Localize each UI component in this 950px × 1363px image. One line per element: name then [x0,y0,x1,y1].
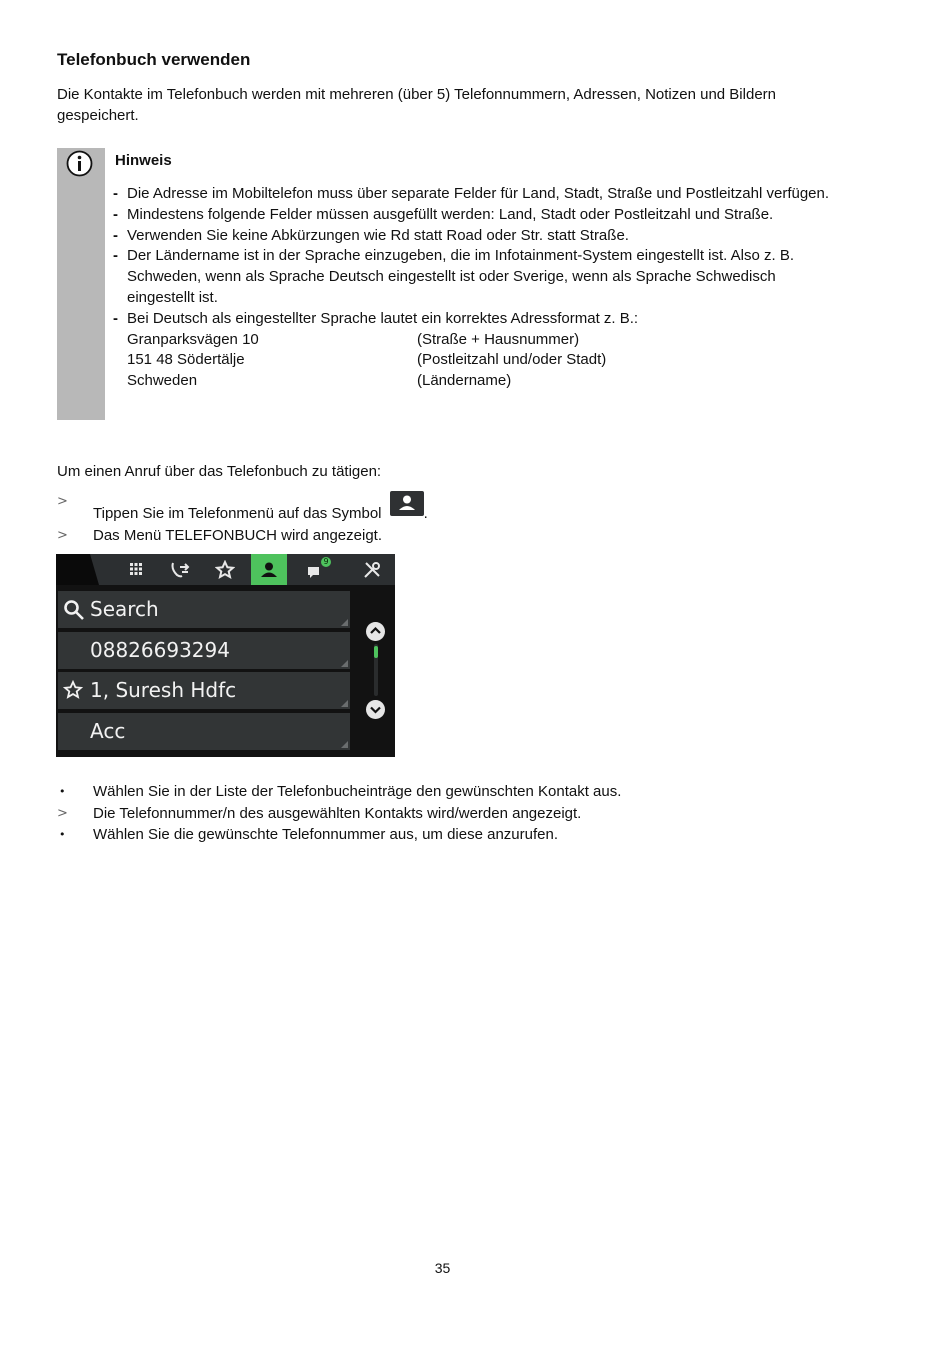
step-item: • Wählen Sie in der Liste der Telefonbucheinträge den gewünschten Kontakt aus. [59,783,622,800]
bottom-step-list [57,781,757,846]
note-list [113,184,833,392]
address-country: Schweden [127,372,198,390]
tab-call-log[interactable] [162,554,198,585]
search-row[interactable] [58,591,350,628]
chevron-down-icon [366,700,385,719]
call-intro: Um einen Anruf über das Telefonbuch zu tätigen: [57,463,382,480]
tab-settings[interactable] [354,554,390,585]
note-item: - Mindestens folgende Felder müssen ausgefüllt werden: Land, Stadt oder Postleitzahl und Straße. [113,205,774,223]
step-item: • Wählen Sie die gewünschte Telefonnummer aus, um diese anzurufen. [59,826,558,843]
contact-row[interactable] [58,672,350,709]
settings-icon [362,560,382,580]
note-sidebar [57,148,105,420]
step-item: > Die Telefonnummer/n des ausgewählten Kontakts wird/werden angezeigt. [57,804,582,822]
address-city: 151 48 Södertälje [127,351,245,369]
star-icon [63,680,83,700]
note-title: Hinweis [115,152,172,169]
scroll-down-button[interactable] [366,700,385,719]
scrollbar[interactable] [363,618,389,728]
step-list [57,491,757,546]
favorites-icon [215,560,235,580]
contacts-icon [390,491,424,516]
contact-label: 1, Suresh Hdfc [90,678,237,702]
message-badge: 9 [321,557,331,567]
search-icon [63,599,85,621]
address-city-desc: (Postleitzahl und/oder Stadt) [417,351,607,369]
tab-contacts[interactable] [251,554,287,585]
intro-paragraph: Die Kontakte im Telefonbuch werden mit mehreren (über 5) Telefonnummern, Adressen, Notizen und Bildern gespeichert. [57,86,776,124]
contact-row[interactable] [58,713,350,750]
page-number: 35 [434,1260,451,1276]
contact-label: 08826693294 [90,638,230,662]
address-street: Granparksvägen 10 [127,330,259,348]
tab-bar [56,554,395,585]
info-icon [66,150,93,177]
tab-dialpad[interactable] [118,554,154,585]
contacts-icon [259,560,279,580]
chevron-up-icon [366,622,385,641]
step-item: > Tippen Sie im Telefonmenü auf das Symbol . [57,491,757,525]
note-item: - Bei Deutsch als eingestellter Sprache lautet ein korrektes Adressformat z. B.: Granparksvägen 10 (Straße + Hausnummer) 151 48 Södertälje (Postleitzahl und/oder Stadt) Schweden (Ländername) [113,309,833,392]
address-street-desc: (Straße + Hausnummer) [417,330,580,348]
scroll-thumb[interactable] [374,646,378,658]
note-item: - Die Adresse im Mobiltelefon muss über separate Felder für Land, Stadt, Straße und Postleitzahl verfügen. [113,185,830,202]
contact-row[interactable] [58,632,350,669]
search-label: Search [90,597,159,621]
step-item: > Das Menü TELEFONBUCH wird angezeigt. [57,526,382,544]
address-example [127,330,833,392]
scroll-up-button[interactable] [366,622,385,641]
address-country-desc: (Ländername) [417,372,512,390]
note-item: - Der Ländername ist in der Sprache einzugeben, die im Infotainment-System eingestellt ist. Also z. B. Schweden, wenn als Sprache Deutsch eingestellt ist oder Sverige, wenn als Sprache Schwedisch eingestellt ist. [113,247,795,306]
tab-favorites[interactable] [207,554,243,585]
dialpad-icon [128,562,144,578]
page-title: Telefonbuch verwenden [57,50,251,69]
contact-label: Acc [90,719,126,743]
phonebook-screen [56,554,395,757]
call-log-icon [170,561,190,579]
note-item: - Verwenden Sie keine Abkürzungen wie Rd statt Road oder Str. statt Straße. [113,226,629,244]
